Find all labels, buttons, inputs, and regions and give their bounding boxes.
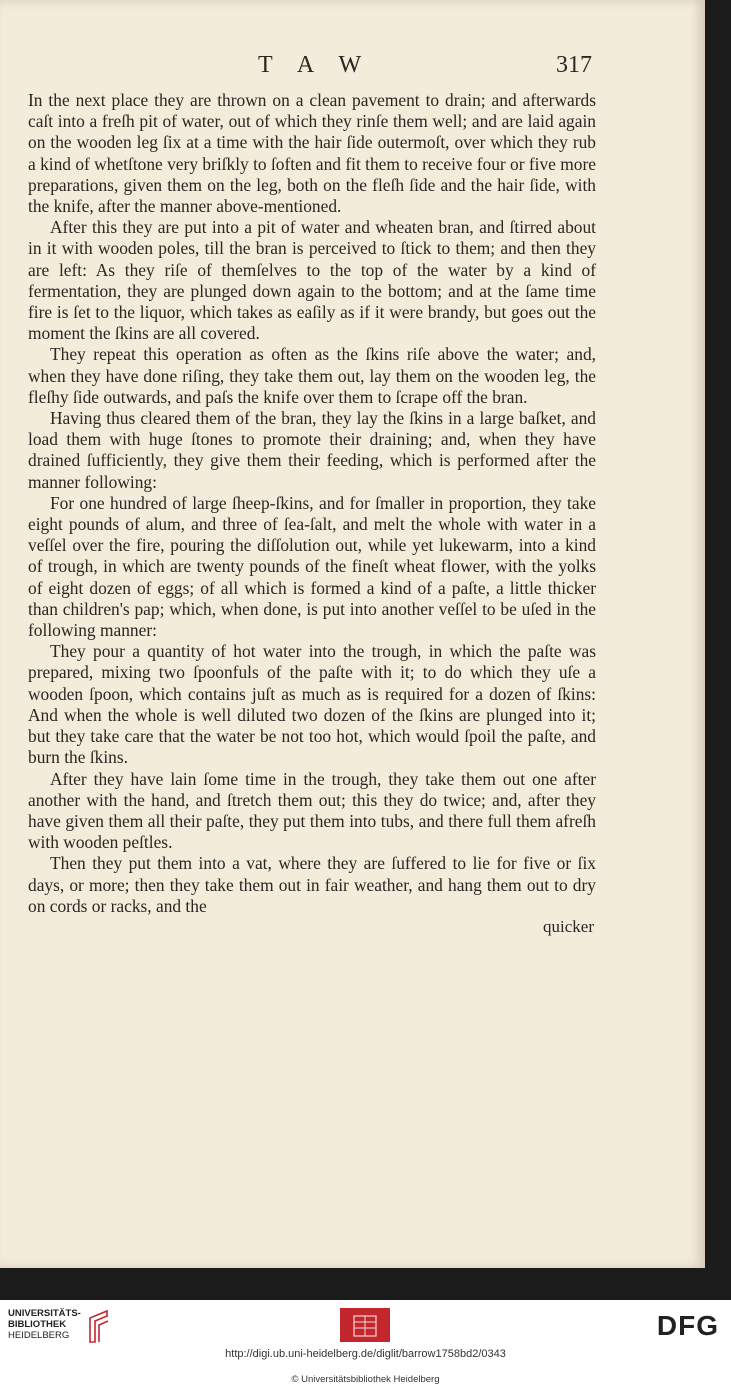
permalink[interactable]: http://digi.ub.uni-heidelberg.de/diglit/barrow1758bd2/0343 <box>225 1348 506 1360</box>
page-content <box>28 52 596 937</box>
viewer-footer <box>0 1300 731 1391</box>
paragraph: They pour a quantity of hot water into the trough, in which the paſte was prepared, mixing two ſpoonfuls of the paſte with it; to do which they uſe a wooden ſpoon, which contains juſt as much as is required for a dozen of ſkins: And when the whole is well diluted two dozen of the ſkins are plunged into it; but they take care that the water be not too hot, which would ſpoil the paſte, and burn the ſkins. <box>28 641 596 768</box>
library-name <box>8 1308 81 1341</box>
paragraph: Having thus cleared them of the bran, they lay the ſkins in a large baſket, and load them with huge ſtones to promote their draining; and, when they have drained ſufficiently, they give them their feeding, which is performed after the manner following: <box>28 408 596 492</box>
library-logo[interactable] <box>8 1308 111 1344</box>
library-name-line: UNIVERSITÄTS- <box>8 1308 81 1319</box>
dfg-logo[interactable]: DFG <box>656 1310 719 1341</box>
running-title: T A W <box>258 52 372 78</box>
page-header <box>28 52 596 90</box>
paragraph: For one hundred of large ſheep-ſkins, and for ſmaller in proportion, they take eight pounds of alum, and three of ſea-ſalt, and melt the whole with water in a veſſel over the fire, pouring the diſſolution out, while yet lukewarm, into a kind of trough, in which are twenty pounds of the fineſt wheat flower, with the yolks of eight dozen of eggs; of all which is formed a kind of a paſte, a little thicker than children's pap; which, when done, is put into another veſſel to be uſed in the following manner: <box>28 492 596 641</box>
heritage-seal-icon <box>340 1308 390 1342</box>
paragraph: They repeat this operation as often as the ſkins riſe above the water; and, when they have done riſing, they take them out, lay them on the wooden leg, the fleſhy ſide outwards, and paſs the knife over them to ſcrape off the bran. <box>28 344 596 407</box>
catchword: quicker <box>543 916 594 936</box>
library-name-line: HEIDELBERG <box>8 1330 70 1341</box>
page-number: 317 <box>556 52 592 78</box>
library-mark-icon <box>87 1308 111 1344</box>
paragraph: In the next place they are thrown on a clean pavement to drain; and afterwards caſt into a freſh pit of water, out of which they rinſe them well; and are laid again on the wooden leg ſix at a time with the hair ſide outermoſt, over which they rub a kind of whetſtone very briſkly to ſoften and fit them to receive four or five more preparations, given them on the leg, both on the fleſh ſide and the hair ſide, with the knife, after the manner above-mentioned. <box>28 90 596 217</box>
paragraph: Then they put them into a vat, where they are ſuffered to lie for five or ſix days, or more; then they take them out in fair weather, and hang them out to dry on cords or racks, and the <box>28 853 596 916</box>
copyright-notice: © Universitätsbibliothek Heidelberg <box>291 1374 440 1385</box>
paragraph: After they have lain ſome time in the trough, they take them out one after another with the hand, and ſtretch them out; this they do twice; and, after they have given them all their paſte, they put them into tubs, and there full them afreſh with wooden peſtles. <box>28 768 596 853</box>
library-name-line: BIBLIOTHEK <box>8 1319 67 1330</box>
paragraph: After this they are put into a pit of water and wheaten bran, and ſtirred about in it with wooden poles, till the bran is perceived to ſtick to them; and then they are left: As they riſe of themſelves to the top of the water by a kind of fermentation, they are plunged down again to the bottom; and at the ſame time fire is ſet to the liquor, which takes as eaſily as if it were brandy, but goes out the moment the ſkins are all covered. <box>28 217 596 344</box>
